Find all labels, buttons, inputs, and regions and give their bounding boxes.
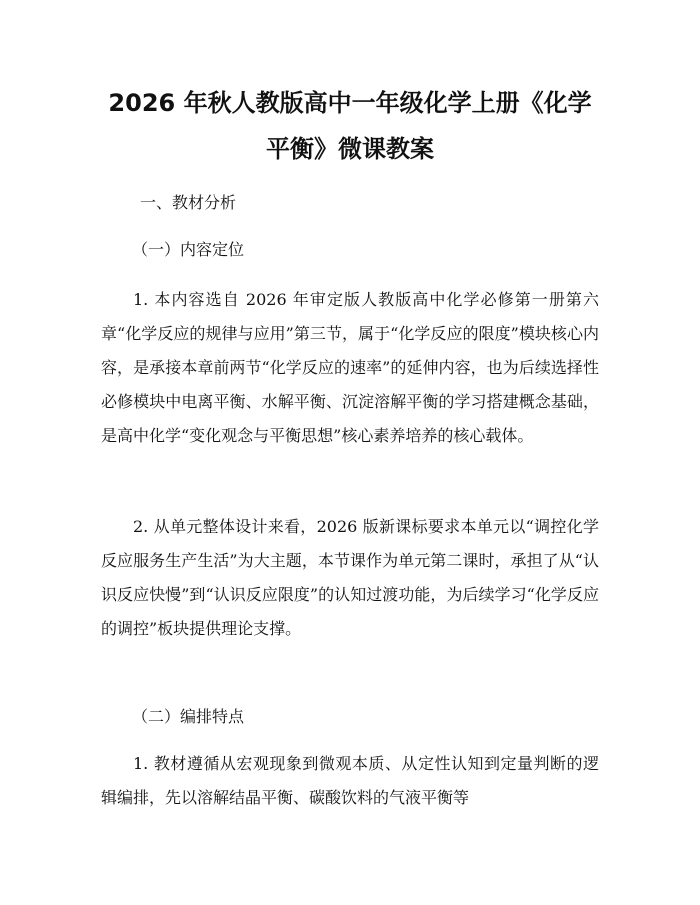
document-title-line2: 平衡》微课教案 [266,135,434,163]
paragraph-content-positioning-1: 1. 本内容选自 2026 年审定版人教版高中化学必修第一册第六章“化学反应的规律与应用”第三节，属于“化学反应的限度”模块核心内容，是承接本章前两节“化学反应的速率”的延伸内容，也为后续选择性必修模块中电离平衡、水解平衡、沉淀溶解平衡的学习搭建概念基础，是高中化学“变化观念与平衡思想”核心素养培养的核心载体。 [101,290,599,445]
document-title-line1: 2026 年秋人教版高中一年级化学上册《化学 [108,89,592,117]
section-heading-teaching-material-analysis: 一、教材分析 [140,193,237,212]
paragraph-content-positioning-2: 2. 从单元整体设计来看，2026 版新课标要求本单元以“调控化学反应服务生产生活”为大主题，本节课作为单元第二课时，承担了从“认识反应快慢”到“认识反应限度”的认知过渡功能，为后续学习“化学反应的调控”板块提供理论支撑。 [101,517,599,638]
subsection-heading-arrangement-features: （二）编排特点 [132,707,245,726]
subsection-heading-content-positioning: （一）内容定位 [132,240,245,259]
paragraph-arrangement-features-1: 1. 教材遵循从宏观现象到微观本质、从定性认知到定量判断的逻辑编排，先以溶解结晶平衡、碳酸饮料的气液平衡等 [101,754,599,807]
